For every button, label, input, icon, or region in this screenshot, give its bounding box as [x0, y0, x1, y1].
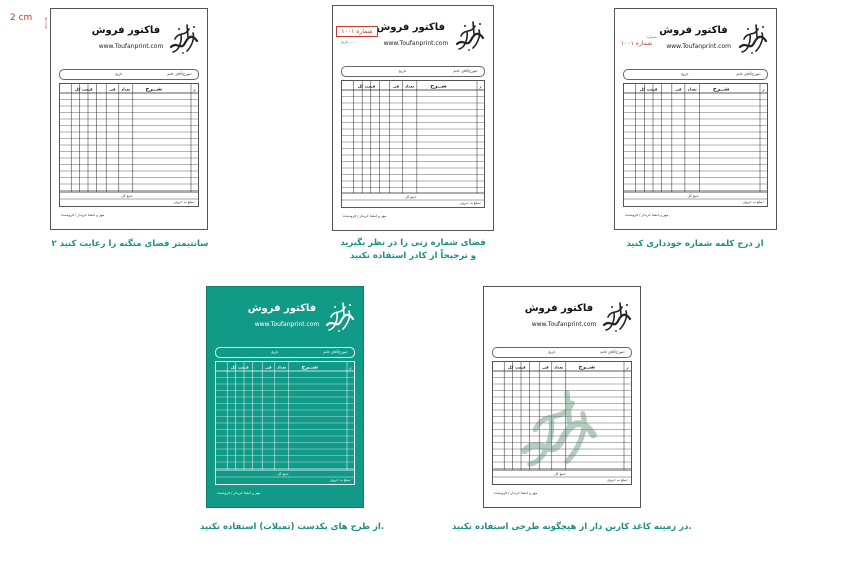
buyer-info-bar — [492, 347, 632, 358]
caption-2 — [318, 237, 508, 263]
invoice-number-tag: شماره ۱۰۰۱ — [621, 40, 653, 47]
invoice-sample-5 — [483, 286, 641, 508]
header-col-total: قیمت کل — [75, 86, 93, 92]
sum-label: جمع کل — [277, 472, 289, 476]
date-label: تاریخ — [115, 71, 123, 76]
caption-4: از طرح های بکدست (تمپلات) استفاده نکنید. — [200, 522, 385, 532]
buyer-label: مورخ/آقای خانم: — [736, 71, 761, 76]
header-col-total: قیمت کل — [639, 86, 658, 92]
buyer-info-bar — [623, 69, 768, 80]
header-col-row: ر — [349, 364, 352, 370]
sum-words-label: مبلغ به حروف: — [459, 201, 481, 205]
header-col-row: ر — [626, 364, 629, 370]
date-label: تاریخ — [398, 68, 406, 73]
header-col-qty: تعداد — [687, 86, 697, 92]
signature-label: مهر و امضا خریدار / فروشنده — [625, 213, 669, 217]
caption-1: ۲ سانتیمتر فضای منگنه را رعایت کنید — [51, 239, 209, 249]
header-col-unit: فی — [109, 86, 116, 92]
invoice-sample-1 — [50, 8, 208, 230]
header-col-desc: شــرح — [578, 364, 596, 371]
signature-label: مهر و امضا خریدار / فروشنده — [343, 214, 387, 218]
calligraphy-watermark-icon — [514, 382, 604, 472]
sum-words-label: مبلغ به حروف: — [742, 200, 764, 204]
invoice-url: www.Toufanprint.com — [666, 43, 731, 50]
sum-words-label: مبلغ به حروف: — [329, 478, 351, 482]
sum-label: جمع کل — [405, 195, 417, 199]
buyer-label: مورخ/آقای خانم: — [453, 68, 478, 73]
header-col-qty: تعداد — [554, 364, 564, 370]
scale-label: 2 cm — [10, 13, 33, 23]
sum-label: جمع کل — [121, 194, 133, 198]
invoice-url: www.Toufanprint.com — [98, 43, 164, 50]
caption-2-line-2: و ترجیحاً از کادر استفاده نکنید — [349, 251, 477, 261]
invoice-title: فاکتور فروش — [91, 25, 161, 36]
header-col-row: ر — [479, 83, 482, 89]
calligraphy-logo-icon — [167, 21, 201, 55]
invoice-title: فاکتور فروش — [659, 25, 728, 36]
invoice-url: www.Toufanprint.com — [383, 40, 449, 47]
header-col-desc: شــرح — [301, 364, 319, 371]
header-col-total: قیمت کل — [231, 364, 249, 370]
header-col-unit: فی — [675, 86, 682, 92]
invoice-title: فاکتور فروش — [376, 22, 445, 33]
calligraphy-logo-icon — [323, 299, 357, 333]
signature-label: مهر و امضا خریدار / فروشنده — [217, 491, 261, 495]
invoice-table — [59, 83, 199, 207]
header-col-unit: فی — [265, 364, 272, 370]
buyer-info-bar — [341, 66, 485, 77]
invoice-sample-2 — [332, 5, 494, 231]
buyer-label: مورخ/آقای خانم: — [323, 349, 348, 354]
invoice-number-box: شماره ۱۰۰۱ — [336, 26, 378, 37]
invoice-sample-3 — [614, 8, 777, 230]
header-col-qty: تعداد — [121, 86, 131, 92]
caption-2-line-1: فضای شماره زنی را در نظر بگیرید — [340, 238, 486, 248]
header-col-total: قیمت کل — [357, 83, 376, 89]
buyer-label: مورخ/آقای خانم: — [600, 349, 625, 354]
invoice-title: فاکتور فروش — [524, 303, 594, 314]
invoice-url: www.Toufanprint.com — [531, 321, 597, 328]
header-col-qty: تعداد — [405, 83, 415, 89]
date-label: تاریخ — [681, 71, 689, 76]
date-label: تاریخ — [271, 349, 279, 354]
signature-label: مهر و امضا خریدار / فروشنده — [61, 213, 105, 217]
invoice-date-small: تاریخ ....... — [341, 40, 357, 44]
header-col-desc: شــرح — [712, 86, 730, 93]
buyer-info-bar — [215, 347, 355, 358]
invoice-number-label: شماره: — [647, 35, 658, 39]
header-col-row: ر — [193, 86, 196, 92]
header-col-desc: شــرح — [430, 83, 447, 90]
header-col-unit: فی — [542, 364, 549, 370]
sum-words-label: مبلغ به حروف: — [173, 200, 195, 204]
header-col-total: قیمت کل — [508, 364, 526, 370]
invoice-table — [341, 80, 485, 208]
header-col-qty: تعداد — [277, 364, 287, 370]
invoice-sample-4 — [206, 286, 364, 508]
signature-label: مهر و امضا خریدار / فروشنده — [494, 491, 538, 495]
sum-label: جمع کل — [687, 194, 699, 198]
invoice-table — [623, 83, 768, 207]
invoice-title: فاکتور فروش — [247, 303, 317, 314]
date-label: تاریخ — [548, 349, 556, 354]
sum-words-label: مبلغ به حروف: — [606, 478, 628, 482]
buyer-label: مورخ/آقای خانم: — [167, 71, 192, 76]
sum-label: جمع کل — [554, 472, 566, 476]
calligraphy-logo-icon — [736, 21, 770, 55]
header-col-unit: فی — [392, 83, 400, 89]
scale-arrow-icon — [45, 12, 47, 34]
header-col-desc: شــرح — [145, 86, 163, 93]
header-col-row: ر — [762, 86, 765, 92]
invoice-table — [215, 361, 355, 485]
buyer-info-bar — [59, 69, 199, 80]
calligraphy-logo-icon — [600, 299, 634, 333]
invoice-url: www.Toufanprint.com — [254, 321, 320, 328]
calligraphy-logo-icon — [453, 18, 487, 52]
caption-5: در زمینه کاغذ کاربن دار از هیچگونه طرحی استفاده نکنید. — [452, 522, 692, 532]
caption-3: از درج کلمه شماره خودداری کنید — [626, 239, 764, 249]
